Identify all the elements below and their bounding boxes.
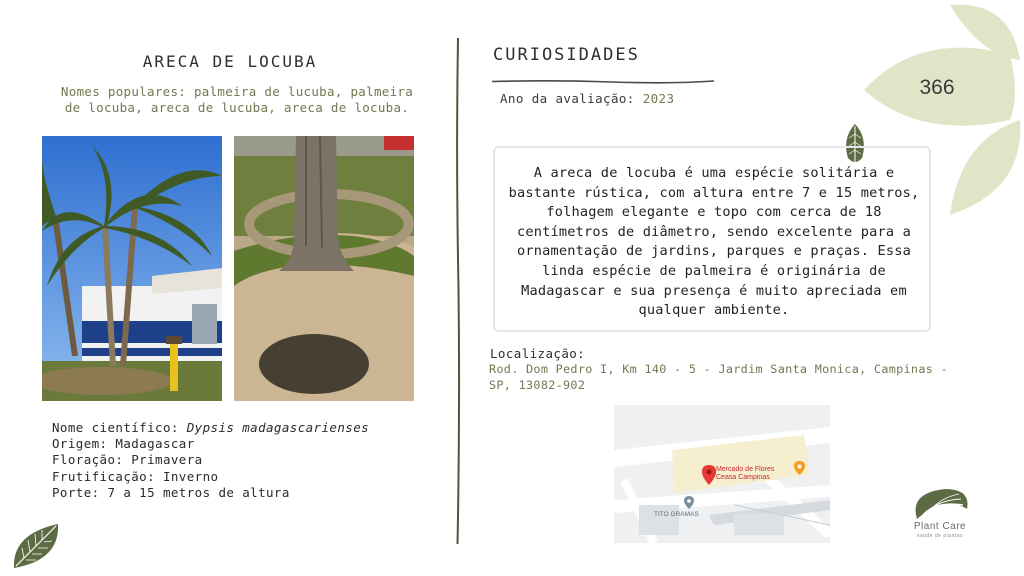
popular-names: Nomes populares: palmeira de lucuba, palmeira de locuba, areca de lucuba, areca de locuba.	[60, 84, 414, 115]
column-divider	[455, 38, 461, 544]
species-title: ARECA DE LOCUBA	[142, 52, 318, 71]
flowering-row: Floração: Primavera	[52, 452, 203, 468]
logo-tagline: saúde de plantas	[916, 533, 964, 539]
scientific-name-label: Nome científico:	[52, 420, 179, 435]
year-label: Ano da avaliação:	[500, 91, 635, 106]
species-facts	[52, 420, 369, 501]
scientific-name-row	[52, 420, 369, 436]
map-place-label	[716, 466, 774, 482]
leaf-icon	[10, 520, 62, 572]
location-label: Localização:	[490, 346, 586, 361]
map-place-label-2: TITO GRAMAS	[654, 511, 699, 518]
origin-row: Origem: Madagascar	[52, 436, 195, 452]
map-place-line2: Ceasa Campinas	[716, 474, 770, 481]
map-place-line1: Mercado de Flores	[716, 466, 775, 473]
map-pin-icon[interactable]	[702, 465, 716, 485]
size-row: Porte: 7 a 15 metros de altura	[52, 484, 290, 500]
badge-number: 366	[919, 76, 955, 99]
year-value: 2023	[642, 91, 675, 106]
food-pin-icon[interactable]	[794, 461, 805, 475]
gray-pin-icon[interactable]	[684, 496, 694, 509]
location-map[interactable]	[614, 405, 830, 543]
evaluation-year	[500, 91, 674, 106]
fruiting-row: Frutificação: Inverno	[52, 468, 219, 484]
curiosities-title: CURIOSIDADES	[493, 45, 640, 65]
trunk-photo	[234, 136, 414, 401]
scientific-name-value: Dypsis madagascarienses	[186, 420, 370, 435]
location-address: Rod. Dom Pedro I, Km 140 - 5 - Jardim Santa Monica, Campinas - SP, 13082-902	[489, 362, 948, 392]
logo-name: Plant Care	[913, 521, 967, 532]
title-underline	[492, 69, 714, 74]
palm-photo	[42, 136, 222, 401]
description-text: A areca de locuba é uma espécie solitária e bastante rústica, com altura entre 7 e 15 metros, folhagem elegante e topo com cerca de 18 centímetros de diâmetro, sendo excelente para a ornamentação de jardins, parques e praças. Essa linda espécie de palmeira é originária de Madagascar e sua presença é muito apreciada em qualquer ambiente.	[508, 165, 920, 319]
